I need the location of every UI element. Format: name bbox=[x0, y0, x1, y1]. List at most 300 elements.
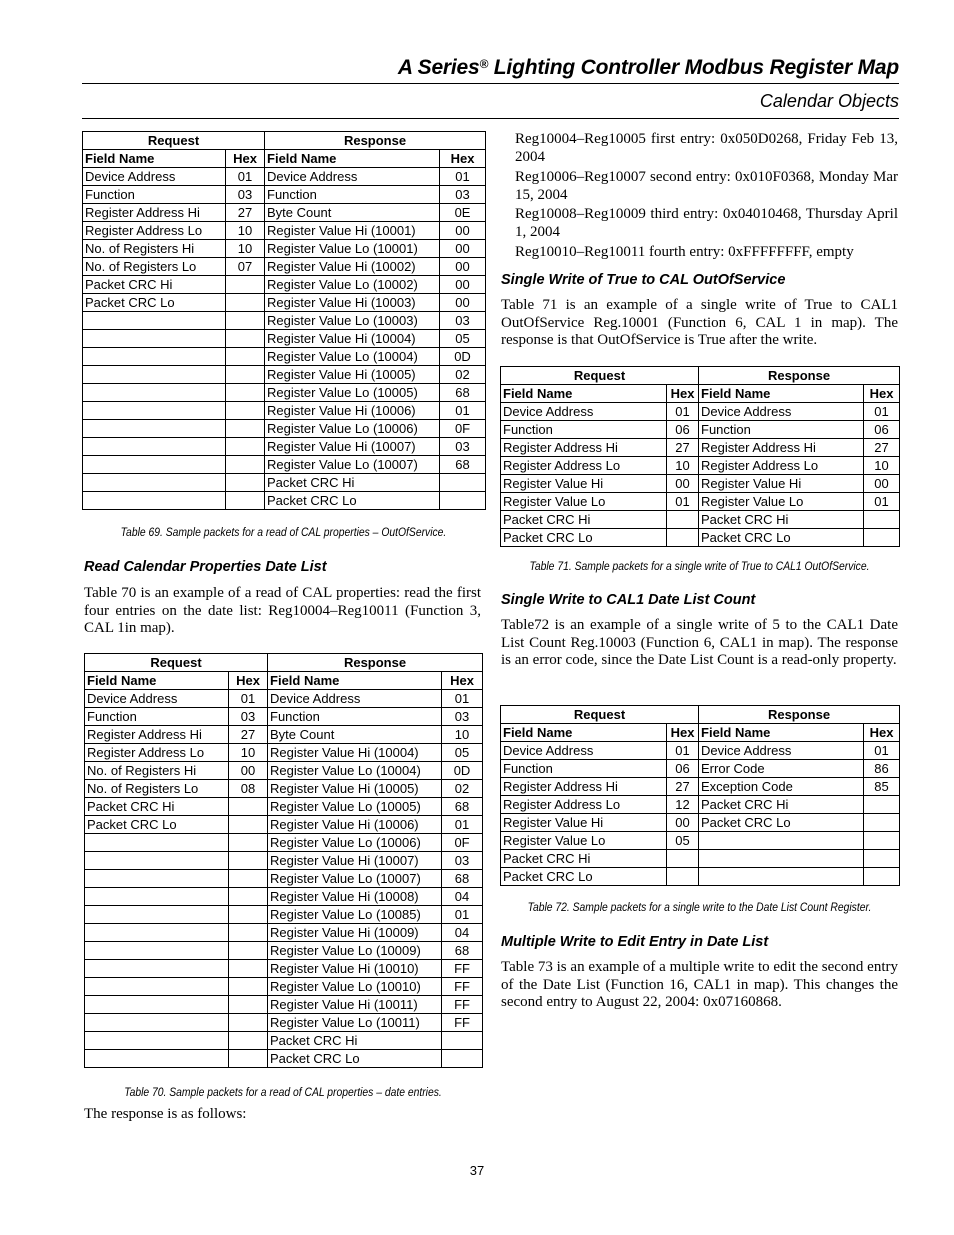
hex-header: Hex bbox=[440, 150, 486, 168]
field-name-header: Field Name bbox=[501, 385, 667, 403]
hex-cell: 03 bbox=[229, 708, 268, 726]
hex-cell bbox=[864, 529, 900, 547]
table-row bbox=[83, 204, 486, 222]
field-name-cell: Register Value Lo (10005) bbox=[268, 798, 442, 816]
section-rule bbox=[82, 118, 899, 119]
hex-cell: 04 bbox=[442, 924, 483, 942]
hex-cell bbox=[226, 384, 265, 402]
field-name-cell: Register Value Lo bbox=[699, 493, 864, 511]
table-row bbox=[85, 942, 483, 960]
hex-header: Hex bbox=[229, 672, 268, 690]
hex-cell: 00 bbox=[440, 258, 486, 276]
table-row bbox=[83, 402, 486, 420]
hex-cell: 05 bbox=[440, 330, 486, 348]
table-row bbox=[83, 474, 486, 492]
hex-cell bbox=[229, 978, 268, 996]
hex-cell: 01 bbox=[226, 168, 265, 186]
field-name-cell bbox=[83, 384, 226, 402]
field-name-cell: Register Value Lo (10085) bbox=[268, 906, 442, 924]
table-69-caption: Table 69. Sample packets for a read of CAL properties – OutOfService. bbox=[120, 527, 447, 539]
field-name-cell: Packet CRC Lo bbox=[268, 1050, 442, 1068]
hex-cell: 10 bbox=[226, 222, 265, 240]
heading-write-count: Single Write to CAL1 Date List Count bbox=[501, 592, 756, 608]
hex-cell: 03 bbox=[226, 186, 265, 204]
field-name-cell: Register Value Lo (10003) bbox=[265, 312, 440, 330]
hex-cell: 00 bbox=[864, 475, 900, 493]
field-name-cell: Register Value Lo (10007) bbox=[268, 870, 442, 888]
field-name-cell: Packet CRC Lo bbox=[699, 814, 864, 832]
hex-cell bbox=[667, 850, 699, 868]
hex-cell: 01 bbox=[864, 403, 900, 421]
field-name-cell bbox=[85, 852, 229, 870]
field-name-cell: Packet CRC Lo bbox=[265, 492, 440, 510]
entry-1: Reg10004–Reg10005 first entry: 0x050D0268, Friday Feb 13, 2004 bbox=[515, 131, 898, 165]
hex-cell bbox=[226, 276, 265, 294]
field-name-cell: Register Value Lo (10002) bbox=[265, 276, 440, 294]
table-row bbox=[85, 834, 483, 852]
hex-cell: 08 bbox=[229, 780, 268, 798]
hex-cell bbox=[229, 1014, 268, 1032]
field-name-cell: Register Address Lo bbox=[85, 744, 229, 762]
table-71 bbox=[500, 366, 900, 547]
field-name-cell: Register Address Hi bbox=[85, 726, 229, 744]
field-name-cell: Device Address bbox=[85, 690, 229, 708]
table-71-caption: Table 71. Sample packets for a single write of True to CAL1 OutOfService. bbox=[529, 561, 870, 573]
table-row bbox=[501, 832, 900, 850]
hex-cell: 68 bbox=[440, 456, 486, 474]
field-name-cell bbox=[83, 402, 226, 420]
table-72 bbox=[500, 705, 900, 886]
field-name-header: Field Name bbox=[501, 724, 667, 742]
table-row bbox=[501, 529, 900, 547]
hex-cell bbox=[864, 850, 900, 868]
hex-cell: 00 bbox=[440, 222, 486, 240]
hex-cell: 00 bbox=[440, 240, 486, 258]
hex-cell: FF bbox=[442, 978, 483, 996]
table-row bbox=[83, 222, 486, 240]
field-name-cell: Register Value Hi (10007) bbox=[268, 852, 442, 870]
hex-cell: FF bbox=[442, 960, 483, 978]
field-name-cell bbox=[83, 492, 226, 510]
field-name-cell: Packet CRC Hi bbox=[83, 276, 226, 294]
hex-cell: 01 bbox=[864, 493, 900, 511]
hex-cell: 04 bbox=[442, 888, 483, 906]
hex-cell: 10 bbox=[667, 457, 699, 475]
field-name-cell: Register Value Hi (10004) bbox=[265, 330, 440, 348]
table-row bbox=[501, 421, 900, 439]
field-name-cell: Byte Count bbox=[265, 204, 440, 222]
hex-cell: 07 bbox=[226, 258, 265, 276]
field-name-cell: Register Value Lo (10001) bbox=[265, 240, 440, 258]
hex-cell bbox=[864, 814, 900, 832]
table-row bbox=[85, 852, 483, 870]
hex-cell: 27 bbox=[226, 204, 265, 222]
table-row bbox=[501, 760, 900, 778]
hex-cell: 00 bbox=[440, 294, 486, 312]
hex-cell: 06 bbox=[667, 421, 699, 439]
hex-cell bbox=[226, 438, 265, 456]
field-name-cell: Register Value Lo bbox=[501, 493, 667, 511]
field-name-cell: Exception Code bbox=[699, 778, 864, 796]
table-row bbox=[501, 796, 900, 814]
field-name-cell: Function bbox=[501, 760, 667, 778]
field-name-cell: Register Value Hi (10010) bbox=[268, 960, 442, 978]
hex-cell: 68 bbox=[440, 384, 486, 402]
table-row bbox=[85, 924, 483, 942]
hex-cell: 68 bbox=[442, 798, 483, 816]
hex-cell: 0D bbox=[440, 348, 486, 366]
hex-cell: 10 bbox=[864, 457, 900, 475]
hex-cell bbox=[229, 888, 268, 906]
table-row bbox=[85, 798, 483, 816]
hex-cell bbox=[864, 796, 900, 814]
table-row bbox=[501, 850, 900, 868]
request-header: Request bbox=[83, 132, 265, 150]
field-name-cell: Register Value Hi (10011) bbox=[268, 996, 442, 1014]
table-70 bbox=[84, 653, 483, 1068]
field-name-cell: Register Value Hi (10008) bbox=[268, 888, 442, 906]
section-title: Calendar Objects bbox=[759, 91, 899, 111]
hex-header: Hex bbox=[667, 724, 699, 742]
field-name-cell: Register Value Lo (10006) bbox=[265, 420, 440, 438]
field-name-cell bbox=[83, 312, 226, 330]
paragraph-multiple-write: Table 73 is an example of a multiple write to edit the second entry of the Date List (Function 16, CAL1 in map). This changes the second entry to August 22, 2004: 0x07160868. bbox=[501, 959, 898, 1010]
field-name-cell: Packet CRC Hi bbox=[699, 511, 864, 529]
table-row bbox=[85, 906, 483, 924]
field-name-header: Field Name bbox=[268, 672, 442, 690]
hex-cell: 01 bbox=[667, 742, 699, 760]
table-row bbox=[85, 888, 483, 906]
field-name-cell: Function bbox=[265, 186, 440, 204]
field-name-cell: Device Address bbox=[699, 403, 864, 421]
hex-cell bbox=[229, 834, 268, 852]
field-name-cell: Register Value Hi (10007) bbox=[265, 438, 440, 456]
table-row bbox=[85, 1014, 483, 1032]
field-name-cell bbox=[699, 868, 864, 886]
field-name-cell bbox=[85, 906, 229, 924]
table-row bbox=[83, 420, 486, 438]
table-row bbox=[85, 762, 483, 780]
hex-cell bbox=[229, 996, 268, 1014]
hex-cell bbox=[229, 870, 268, 888]
hex-cell bbox=[226, 330, 265, 348]
field-name-cell: Register Value Hi (10006) bbox=[268, 816, 442, 834]
field-name-cell: Register Value Hi (10005) bbox=[268, 780, 442, 798]
table-70-caption: Table 70. Sample packets for a read of CAL properties – date entries. bbox=[124, 1087, 442, 1099]
table-row bbox=[501, 439, 900, 457]
field-name-cell: Register Value Lo (10011) bbox=[268, 1014, 442, 1032]
table-row bbox=[85, 816, 483, 834]
hex-cell: 10 bbox=[226, 240, 265, 258]
hex-cell: 68 bbox=[442, 942, 483, 960]
table-row bbox=[83, 492, 486, 510]
hex-cell: 10 bbox=[229, 744, 268, 762]
table-row bbox=[85, 870, 483, 888]
field-name-cell bbox=[85, 870, 229, 888]
field-name-cell bbox=[85, 978, 229, 996]
page-number: 37 bbox=[469, 1163, 485, 1178]
hex-cell: 01 bbox=[440, 168, 486, 186]
field-name-cell: Register Value Hi bbox=[501, 814, 667, 832]
field-name-cell: Function bbox=[83, 186, 226, 204]
field-name-cell: Register Value Hi (10001) bbox=[265, 222, 440, 240]
field-name-cell bbox=[85, 1050, 229, 1068]
table-row bbox=[83, 276, 486, 294]
title-rule bbox=[82, 83, 899, 84]
hex-cell: 00 bbox=[440, 276, 486, 294]
hex-cell bbox=[226, 348, 265, 366]
field-name-cell: Device Address bbox=[83, 168, 226, 186]
field-name-cell: Register Address Lo bbox=[501, 796, 667, 814]
document-title: A Series® Lighting Controller Modbus Register Map bbox=[397, 56, 899, 79]
paragraph-write-count: Table72 is an example of a single write of 5 to the CAL1 Date List Count Reg.10003 (Function 6, CAL1 in map). The response is an error code, since the Date List Count is a read-only property. bbox=[501, 617, 898, 668]
hex-cell: 01 bbox=[229, 690, 268, 708]
table-row bbox=[85, 1032, 483, 1050]
field-name-header: Field Name bbox=[83, 150, 226, 168]
hex-cell: 0E bbox=[440, 204, 486, 222]
hex-header: Hex bbox=[442, 672, 483, 690]
hex-cell bbox=[864, 832, 900, 850]
hex-header: Hex bbox=[864, 724, 900, 742]
field-name-cell: Device Address bbox=[699, 742, 864, 760]
field-name-header: Field Name bbox=[699, 385, 864, 403]
hex-cell: 0F bbox=[440, 420, 486, 438]
field-name-cell: Register Value Hi (10006) bbox=[265, 402, 440, 420]
hex-header: Hex bbox=[226, 150, 265, 168]
hex-cell: 27 bbox=[864, 439, 900, 457]
field-name-cell: Error Code bbox=[699, 760, 864, 778]
hex-cell: 01 bbox=[442, 906, 483, 924]
field-name-cell: Register Value Hi (10005) bbox=[265, 366, 440, 384]
table-row bbox=[83, 438, 486, 456]
field-name-cell: Device Address bbox=[265, 168, 440, 186]
hex-cell bbox=[667, 529, 699, 547]
hex-cell: 03 bbox=[442, 708, 483, 726]
hex-cell: 68 bbox=[442, 870, 483, 888]
field-name-cell: Register Value Lo (10005) bbox=[265, 384, 440, 402]
hex-cell: 00 bbox=[667, 475, 699, 493]
field-name-cell: Function bbox=[85, 708, 229, 726]
paragraph-write-true: Table 71 is an example of a single write of True to CAL1 OutOfService Reg.10001 (Function 6, CAL 1 in map). The response is that OutOfService is True after the write. bbox=[501, 297, 898, 348]
hex-cell: 05 bbox=[442, 744, 483, 762]
field-name-cell: Packet CRC Lo bbox=[699, 529, 864, 547]
table-row bbox=[501, 868, 900, 886]
field-name-cell bbox=[83, 348, 226, 366]
request-header: Request bbox=[501, 706, 699, 724]
hex-cell: FF bbox=[442, 1014, 483, 1032]
hex-cell bbox=[226, 294, 265, 312]
field-name-cell: Register Address Hi bbox=[83, 204, 226, 222]
field-name-cell bbox=[85, 960, 229, 978]
field-name-cell bbox=[85, 924, 229, 942]
hex-cell bbox=[442, 1032, 483, 1050]
hex-cell bbox=[229, 798, 268, 816]
hex-cell: 05 bbox=[667, 832, 699, 850]
table-row bbox=[501, 511, 900, 529]
hex-cell: FF bbox=[442, 996, 483, 1014]
heading-multiple-write: Multiple Write to Edit Entry in Date List bbox=[501, 934, 769, 950]
hex-cell: 03 bbox=[442, 852, 483, 870]
request-header: Request bbox=[85, 654, 268, 672]
table-row bbox=[83, 384, 486, 402]
field-name-cell: Register Value Lo (10004) bbox=[268, 762, 442, 780]
field-name-cell bbox=[83, 474, 226, 492]
response-header: Response bbox=[699, 706, 900, 724]
field-name-cell: Register Value Hi bbox=[699, 475, 864, 493]
field-name-cell bbox=[85, 942, 229, 960]
field-name-cell: Packet CRC Hi bbox=[699, 796, 864, 814]
table-row bbox=[83, 240, 486, 258]
hex-cell: 0F bbox=[442, 834, 483, 852]
field-name-cell: Register Value Lo (10004) bbox=[265, 348, 440, 366]
field-name-cell: Packet CRC Hi bbox=[501, 511, 667, 529]
hex-cell bbox=[229, 1050, 268, 1068]
hex-cell bbox=[440, 474, 486, 492]
hex-cell: 00 bbox=[229, 762, 268, 780]
table-row bbox=[85, 996, 483, 1014]
table-72-caption: Table 72. Sample packets for a single write to the Date List Count Register. bbox=[527, 902, 872, 914]
hex-cell: 06 bbox=[864, 421, 900, 439]
table-row bbox=[83, 330, 486, 348]
field-name-cell: Register Address Lo bbox=[501, 457, 667, 475]
hex-cell: 86 bbox=[864, 760, 900, 778]
hex-cell bbox=[667, 868, 699, 886]
paragraph-read-date-list: Table 70 is an example of a read of CAL properties: read the first four entries on the date list: Reg10004–Reg10011 (Function 3, CAL 1in map). bbox=[84, 585, 481, 636]
field-name-cell: No. of Registers Hi bbox=[83, 240, 226, 258]
field-name-cell bbox=[699, 832, 864, 850]
field-name-cell bbox=[85, 888, 229, 906]
field-name-cell bbox=[83, 438, 226, 456]
table-row bbox=[85, 708, 483, 726]
table-row bbox=[83, 312, 486, 330]
hex-cell: 01 bbox=[440, 402, 486, 420]
table-row bbox=[501, 814, 900, 832]
field-name-cell bbox=[85, 1014, 229, 1032]
hex-cell: 27 bbox=[667, 439, 699, 457]
table-row bbox=[501, 493, 900, 511]
entry-4: Reg10010–Reg10011 fourth entry: 0xFFFFFFFF, empty bbox=[515, 244, 854, 260]
field-name-cell bbox=[83, 330, 226, 348]
hex-cell: 03 bbox=[440, 438, 486, 456]
table-row bbox=[83, 348, 486, 366]
response-header: Response bbox=[265, 132, 486, 150]
table-row bbox=[83, 258, 486, 276]
hex-cell bbox=[229, 924, 268, 942]
field-name-cell: Packet CRC Hi bbox=[265, 474, 440, 492]
table-row bbox=[501, 475, 900, 493]
hex-cell: 03 bbox=[440, 186, 486, 204]
hex-cell: 27 bbox=[229, 726, 268, 744]
entry-2: Reg10006–Reg10007 second entry: 0x010F0368, Monday Mar 15, 2004 bbox=[515, 169, 898, 203]
table-row bbox=[85, 978, 483, 996]
field-name-cell: Register Value Lo (10010) bbox=[268, 978, 442, 996]
heading-read-date-list: Read Calendar Properties Date List bbox=[84, 559, 327, 575]
field-name-cell: Register Value Hi (10004) bbox=[268, 744, 442, 762]
field-name-cell: Device Address bbox=[501, 742, 667, 760]
table-row bbox=[85, 780, 483, 798]
hex-cell bbox=[226, 474, 265, 492]
hex-cell: 03 bbox=[440, 312, 486, 330]
field-name-cell: Packet CRC Hi bbox=[268, 1032, 442, 1050]
field-name-cell: Packet CRC Hi bbox=[501, 850, 667, 868]
table-row bbox=[83, 168, 486, 186]
hex-cell: 01 bbox=[442, 816, 483, 834]
field-name-cell: Register Value Hi (10003) bbox=[265, 294, 440, 312]
entry-3: Reg10008–Reg10009 third entry: 0x04010468, Thursday April 1, 2004 bbox=[515, 206, 898, 240]
hex-cell bbox=[667, 511, 699, 529]
hex-cell bbox=[229, 960, 268, 978]
hex-cell bbox=[226, 456, 265, 474]
hex-cell bbox=[229, 852, 268, 870]
hex-cell: 01 bbox=[667, 403, 699, 421]
hex-cell: 01 bbox=[667, 493, 699, 511]
field-name-cell: Function bbox=[268, 708, 442, 726]
table-row bbox=[501, 403, 900, 421]
field-name-cell: Register Value Hi (10002) bbox=[265, 258, 440, 276]
field-name-cell: Packet CRC Lo bbox=[83, 294, 226, 312]
table-row bbox=[85, 744, 483, 762]
hex-cell: 10 bbox=[442, 726, 483, 744]
hex-cell: 00 bbox=[667, 814, 699, 832]
table-row bbox=[83, 366, 486, 384]
table-row bbox=[501, 742, 900, 760]
field-name-header: Field Name bbox=[699, 724, 864, 742]
table-row bbox=[85, 726, 483, 744]
field-name-cell: Device Address bbox=[501, 403, 667, 421]
field-name-header: Field Name bbox=[85, 672, 229, 690]
field-name-header: Field Name bbox=[265, 150, 440, 168]
hex-cell: 01 bbox=[864, 742, 900, 760]
field-name-cell: No. of Registers Hi bbox=[85, 762, 229, 780]
table-row bbox=[85, 690, 483, 708]
hex-cell: 27 bbox=[667, 778, 699, 796]
field-name-cell bbox=[85, 834, 229, 852]
field-name-cell: No. of Registers Lo bbox=[83, 258, 226, 276]
response-follows-text: The response is as follows: bbox=[84, 1106, 247, 1122]
hex-cell: 06 bbox=[667, 760, 699, 778]
hex-cell: 02 bbox=[440, 366, 486, 384]
hex-cell: 02 bbox=[442, 780, 483, 798]
hex-cell: 0D bbox=[442, 762, 483, 780]
hex-header: Hex bbox=[864, 385, 900, 403]
field-name-cell: Register Value Lo (10006) bbox=[268, 834, 442, 852]
hex-cell bbox=[440, 492, 486, 510]
table-row bbox=[501, 778, 900, 796]
field-name-cell: Packet CRC Lo bbox=[85, 816, 229, 834]
hex-cell bbox=[442, 1050, 483, 1068]
field-name-cell: Packet CRC Lo bbox=[501, 868, 667, 886]
field-name-cell: Register Value Lo (10009) bbox=[268, 942, 442, 960]
field-name-cell: Byte Count bbox=[268, 726, 442, 744]
hex-cell bbox=[864, 868, 900, 886]
field-name-cell: Function bbox=[699, 421, 864, 439]
table-69 bbox=[82, 131, 486, 510]
table-row bbox=[85, 960, 483, 978]
hex-cell bbox=[229, 1032, 268, 1050]
hex-cell: 85 bbox=[864, 778, 900, 796]
field-name-cell: Register Address Lo bbox=[699, 457, 864, 475]
hex-cell bbox=[226, 420, 265, 438]
field-name-cell: Register Value Hi (10009) bbox=[268, 924, 442, 942]
field-name-cell: Device Address bbox=[268, 690, 442, 708]
hex-header: Hex bbox=[667, 385, 699, 403]
field-name-cell: Register Address Hi bbox=[501, 778, 667, 796]
hex-cell bbox=[226, 492, 265, 510]
table-row bbox=[501, 457, 900, 475]
table-row bbox=[83, 456, 486, 474]
request-header: Request bbox=[501, 367, 699, 385]
table-row bbox=[85, 1050, 483, 1068]
